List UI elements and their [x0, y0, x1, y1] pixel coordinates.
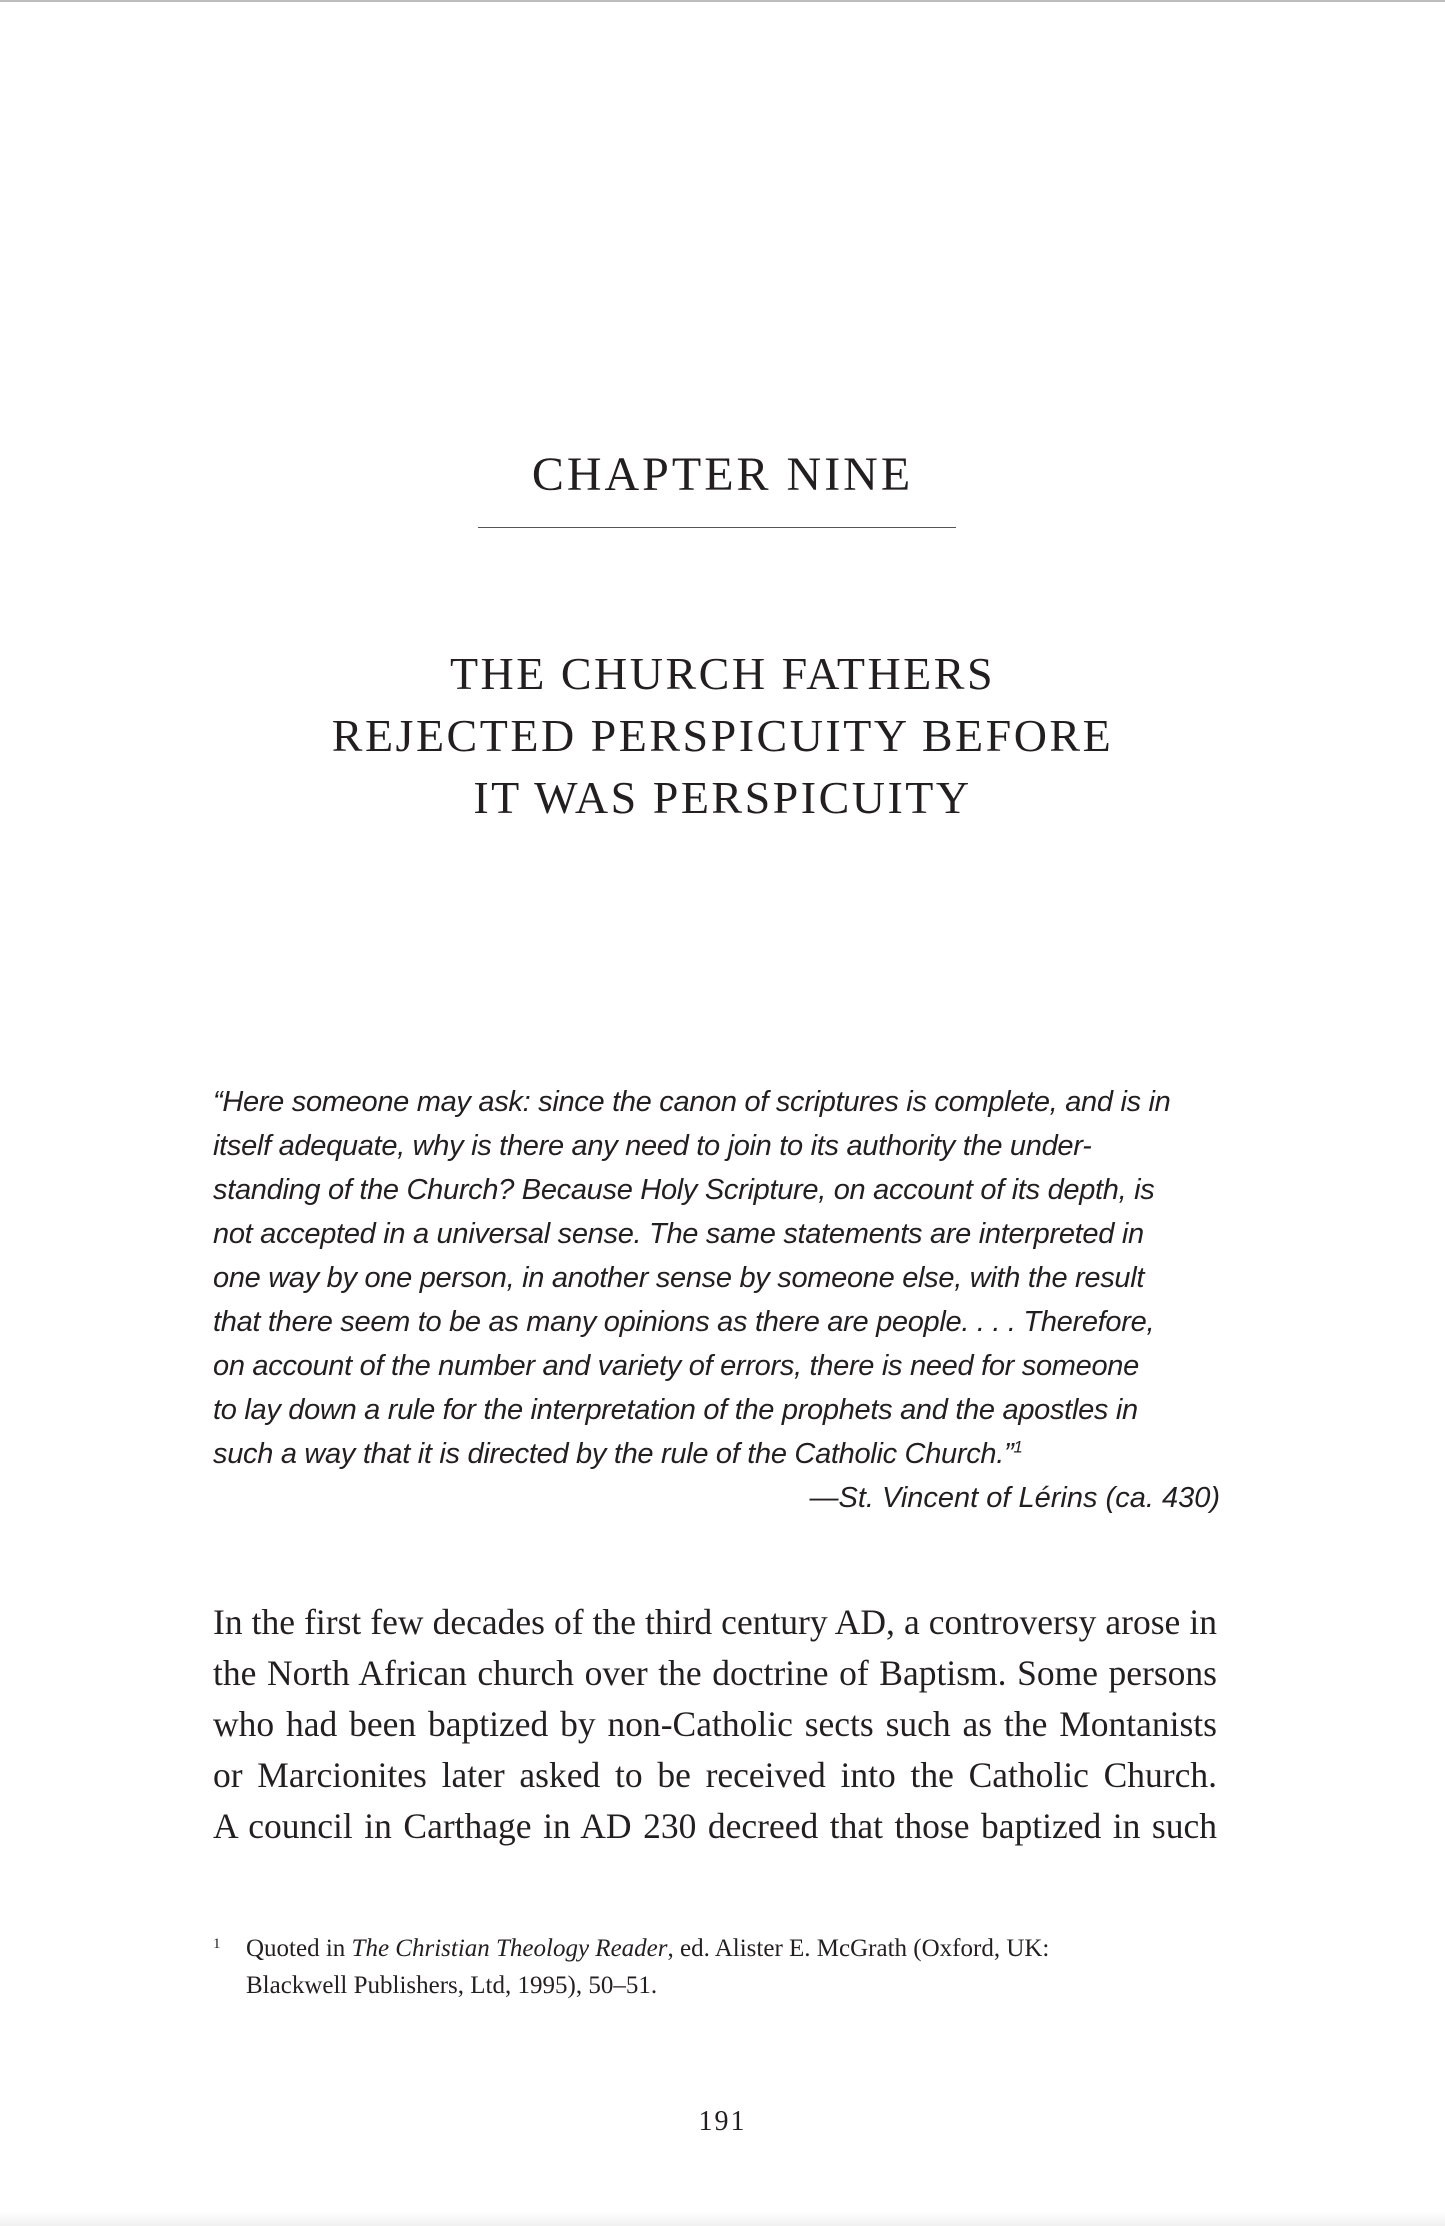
body-line: or Marcionites later asked to be received into the Catholic Church.: [213, 1755, 1217, 1795]
footnote-line: Blackwell Publishers, Ltd, 1995), 50–51.: [246, 1972, 658, 1999]
epigraph-line: that there seem to be as many opinions as there are people. . . . Therefore,: [213, 1306, 1155, 1338]
footnote-citation: , ed. Alister E. McGrath (Oxford, UK:: [667, 1935, 1050, 1962]
page-bottom-edge: [0, 2212, 1445, 2226]
footnote: [213, 1930, 1223, 2004]
epigraph-line: on account of the number and variety of errors, there is need for someone: [213, 1350, 1139, 1382]
chapter-title-line: IT WAS PERSPICUITY: [473, 772, 972, 823]
chapter-title-line: REJECTED PERSPICUITY BEFORE: [331, 710, 1114, 761]
page-number: 191: [698, 2106, 747, 2137]
body-paragraph: [213, 1597, 1217, 1852]
epigraph-line: “Here someone may ask: since the canon of scriptures is complete, and is in: [213, 1086, 1171, 1118]
footnote-line: [246, 1930, 1223, 1967]
footnote-prefix: Quoted in: [246, 1935, 352, 1962]
body-line: who had been baptized by non-Catholic sects such as the Montanists: [213, 1704, 1217, 1744]
page-top-edge: [0, 0, 1445, 2]
chapter-title: [0, 643, 1445, 829]
chapter-divider-rule: [478, 527, 956, 528]
footnote-text: [246, 1930, 1223, 2004]
chapter-title-line: THE CHURCH FATHERS: [449, 648, 996, 699]
body-line: A council in Carthage in AD 230 decreed that those baptized in such: [213, 1806, 1217, 1846]
epigraph-line: such a way that it is directed by the rule of the Catholic Church.”: [213, 1438, 1014, 1470]
body-line: In the first few decades of the third century AD, a controversy arose in: [213, 1602, 1217, 1642]
epigraph-line: not accepted in a universal sense. The same statements are interpreted in: [213, 1218, 1144, 1250]
epigraph-line: standing of the Church? Because Holy Scripture, on account of its depth, is: [213, 1174, 1155, 1206]
epigraph-line: one way by one person, in another sense by someone else, with the result: [213, 1262, 1145, 1294]
body-line: the North African church over the doctrine of Baptism. Some persons: [213, 1653, 1217, 1693]
footnote-reference[interactable]: 1: [1013, 1437, 1023, 1457]
footnote-number: 1: [213, 1936, 221, 1952]
chapter-label: CHAPTER NINE: [531, 448, 914, 501]
epigraph-line: itself adequate, why is there any need to join to its authority the under-: [213, 1130, 1092, 1162]
epigraph-line: to lay down a rule for the interpretation of the prophets and the apostles in: [213, 1394, 1138, 1426]
epigraph-attribution: —St. Vincent of Lérins (ca. 430): [809, 1482, 1220, 1514]
epigraph-quote: [213, 1080, 1223, 1476]
footnote-book-title: The Christian Theology Reader: [351, 1935, 668, 1962]
epigraph-last-line: [213, 1432, 1223, 1476]
